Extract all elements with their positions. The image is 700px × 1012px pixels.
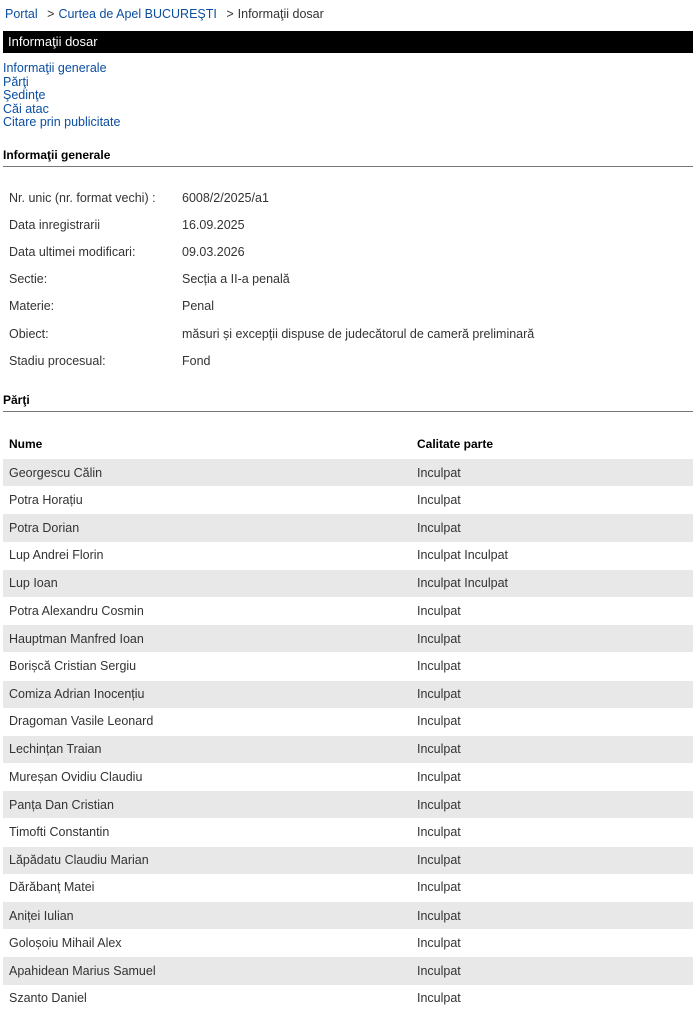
- party-role: Inculpat: [411, 459, 693, 487]
- table-row: [3, 459, 693, 487]
- info-label: Materie:: [9, 299, 55, 314]
- breadcrumb: [5, 7, 324, 21]
- party-name: Lechințan Traian: [3, 735, 411, 763]
- info-value: Penal: [182, 299, 214, 314]
- table-row: [3, 486, 693, 514]
- party-name: Potra Alexandru Cosmin: [9, 603, 144, 618]
- party-name: Mureșan Ovidiu Claudiu: [9, 769, 143, 784]
- breadcrumb-court[interactable]: Curtea de Apel BUCUREŞTI: [58, 7, 217, 21]
- table-row: [3, 514, 693, 542]
- table-row: [3, 818, 693, 846]
- party-name: Potra Dorian: [3, 514, 411, 542]
- info-value: 6008/2/2025/a1: [182, 190, 269, 205]
- section-nav: [3, 62, 120, 130]
- party-name: Goloșoiu Mihail Alex: [9, 935, 122, 950]
- table-row: [3, 652, 693, 680]
- column-header-name: Nume: [9, 436, 43, 451]
- info-row: [3, 266, 693, 293]
- party-name: Apahidean Marius Samuel: [3, 957, 411, 985]
- party-role: Inculpat: [417, 492, 461, 507]
- nav-informatii-generale[interactable]: Informaţii generale: [3, 61, 107, 75]
- info-value: Fond: [182, 353, 211, 368]
- info-label: Stadiu procesual:: [9, 353, 106, 368]
- party-name: Timofti Constantin: [9, 825, 110, 840]
- table-row: [3, 625, 693, 653]
- info-value: 16.09.2025: [182, 217, 245, 232]
- party-name: Dragoman Vasile Leonard: [9, 714, 154, 729]
- info-row: [3, 320, 693, 347]
- party-role: Inculpat: [411, 957, 693, 985]
- party-role: Inculpat: [417, 880, 461, 895]
- party-name: Borișcă Cristian Sergiu: [9, 658, 137, 673]
- table-row: [3, 680, 693, 708]
- party-role: Inculpat: [411, 514, 693, 542]
- info-label: Obiect:: [9, 326, 49, 341]
- section-heading-general: Informaţii generale: [3, 148, 693, 167]
- breadcrumb-separator: >: [226, 7, 234, 21]
- breadcrumb-current: Informaţii dosar: [237, 7, 324, 21]
- info-label: Sectie:: [9, 272, 48, 287]
- party-name: Hauptman Manfred Ioan: [3, 625, 411, 653]
- party-name: Lup Ioan: [3, 569, 411, 597]
- info-value: măsuri și excepții dispuse de judecătorul de cameră preliminară: [182, 326, 535, 341]
- party-role: Inculpat: [417, 603, 461, 618]
- table-row: [3, 929, 693, 957]
- info-label: Nr. unic (nr. format vechi) :: [9, 190, 156, 205]
- party-role: Inculpat: [411, 735, 693, 763]
- nav-citare[interactable]: Citare prin publicitate: [3, 115, 121, 130]
- info-label: Data inregistrarii: [9, 217, 101, 232]
- party-name: Lăpădatu Claudiu Marian: [3, 846, 411, 874]
- table-row: [3, 597, 693, 625]
- table-row: [3, 791, 693, 819]
- info-label: Data ultimei modificari:: [9, 244, 136, 259]
- table-row: [3, 985, 693, 1012]
- table-row: [3, 874, 693, 902]
- party-role: Inculpat: [417, 991, 461, 1006]
- table-row: [3, 542, 693, 570]
- party-name: Panța Dan Cristian: [3, 791, 411, 819]
- table-row: [3, 846, 693, 874]
- party-role: Inculpat: [417, 769, 461, 784]
- info-row: [3, 293, 693, 320]
- party-role: Inculpat: [417, 658, 461, 673]
- table-row: [3, 569, 693, 597]
- party-role: Inculpat Inculpat: [417, 548, 509, 563]
- party-name: Szanto Daniel: [9, 991, 87, 1006]
- info-row: [3, 347, 693, 374]
- info-row: [3, 184, 693, 211]
- page-title: Informaţii dosar: [3, 31, 693, 53]
- party-role: Inculpat: [417, 714, 461, 729]
- party-role: Inculpat: [411, 680, 693, 708]
- party-role: Inculpat: [411, 625, 693, 653]
- column-header-role: Calitate parte: [417, 436, 494, 451]
- nav-sedinte[interactable]: Şedinţe: [3, 88, 46, 103]
- table-row: [3, 735, 693, 763]
- parti-table: [3, 429, 693, 1012]
- section-heading-parti: Părţi: [3, 393, 693, 412]
- party-name: Dărăbanț Matei: [9, 880, 95, 895]
- party-role: Inculpat: [411, 846, 693, 874]
- general-info-table: [3, 184, 693, 374]
- table-row: [3, 708, 693, 736]
- table-row: [3, 902, 693, 930]
- party-name: Potra Horațiu: [9, 492, 83, 507]
- party-name: Comiza Adrian Inocențiu: [3, 680, 411, 708]
- party-role: Inculpat Inculpat: [411, 569, 693, 597]
- party-name: Aniței Iulian: [3, 902, 411, 930]
- nav-cai-atac[interactable]: Căi atac: [3, 101, 49, 116]
- info-value: Secția a II-a penală: [182, 272, 290, 287]
- nav-parti[interactable]: Părţi: [3, 74, 29, 89]
- party-role: Inculpat: [417, 935, 461, 950]
- party-role: Inculpat: [411, 902, 693, 930]
- info-row: [3, 211, 693, 238]
- table-row: [3, 957, 693, 985]
- table-row: [3, 763, 693, 791]
- breadcrumb-separator: >: [47, 7, 55, 21]
- info-row: [3, 238, 693, 265]
- party-name: Lup Andrei Florin: [9, 548, 104, 563]
- breadcrumb-portal[interactable]: Portal: [5, 7, 38, 21]
- party-role: Inculpat: [417, 825, 461, 840]
- info-value: 09.03.2026: [182, 244, 245, 259]
- party-role: Inculpat: [411, 791, 693, 819]
- party-name: Georgescu Călin: [3, 459, 411, 487]
